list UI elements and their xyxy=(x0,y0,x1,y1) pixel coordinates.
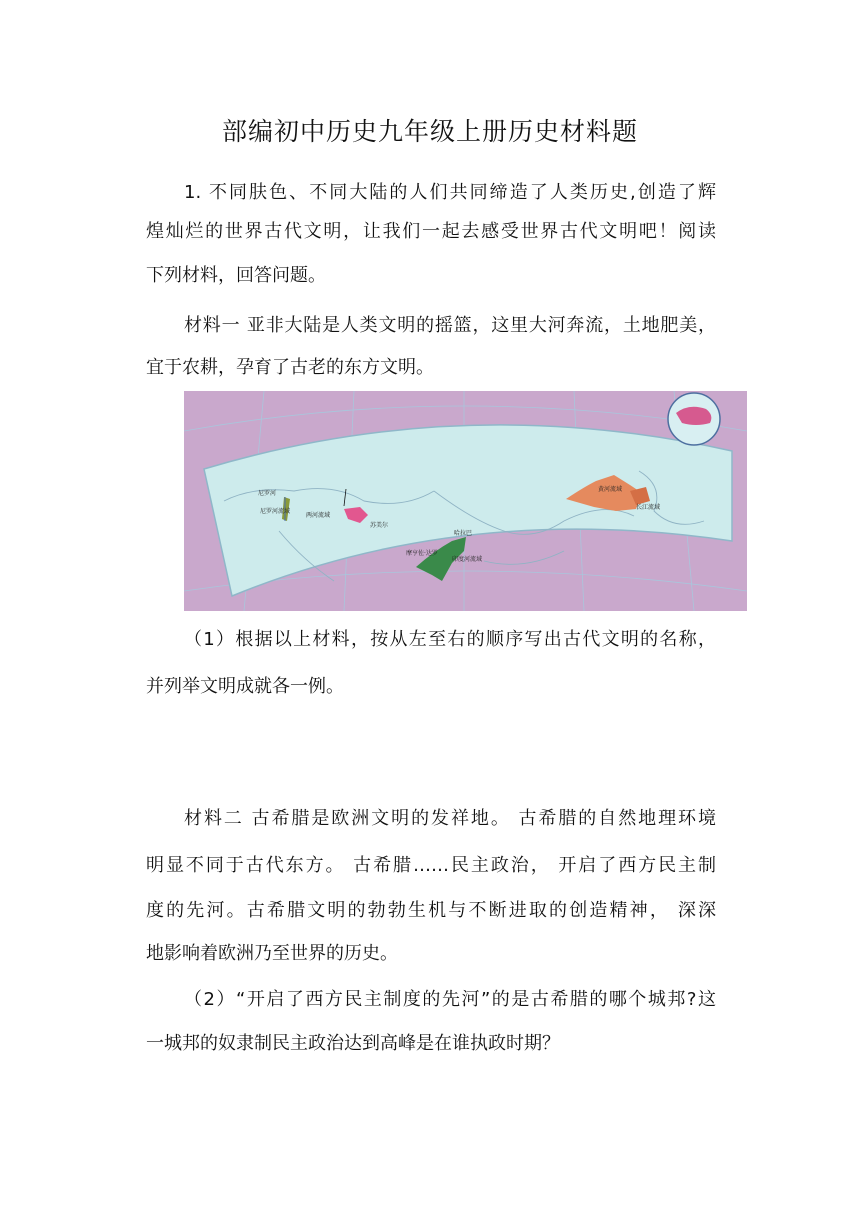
text-line: 地影响着欧洲乃至世界的历史。 xyxy=(146,943,398,964)
label-mohenjo: 摩亨佐·达罗 xyxy=(406,550,438,557)
label-yangtze: 长江流域 xyxy=(636,504,661,511)
label-sumer: 苏美尔 xyxy=(370,522,389,529)
text-line: （2）“开启了西方民主制度的先河”的是古希腊的哪个城邦?这 xyxy=(184,989,716,1010)
label-yellow-river: 黄河流域 xyxy=(598,486,623,493)
text-line: 一城邦的奴隶制民主政治达到高峰是在谁执政时期？ xyxy=(146,1033,560,1054)
text-line: 宜于农耕，孕育了古老的东方文明。 xyxy=(146,357,434,378)
ancient-civilizations-map xyxy=(184,391,747,611)
label-indus: 印度河流域 xyxy=(452,556,483,563)
page-title: 部编初中历史九年级上册历史材料题 xyxy=(221,117,638,146)
text-line: （1）根据以上材料，按从左至右的顺序写出古代文明的名称， xyxy=(184,629,716,650)
text-line: 度的先河。古希腊文明的勃勃生机与不断进取的创造精神， 深深 xyxy=(146,900,716,921)
label-nile: 尼罗河 xyxy=(258,490,277,497)
text-line: 下列材料，回答问题。 xyxy=(146,265,326,286)
text-line: 材料二 古希腊是欧洲文明的发祥地。 古希腊的自然地理环境 xyxy=(184,808,716,829)
text-line: 1. 不同肤色、不同大陆的人们共同缔造了人类历史,创造了辉 xyxy=(184,182,716,203)
label-harappa: 哈拉巴 xyxy=(454,530,473,537)
text-line: 煌灿烂的世界古代文明，让我们一起去感受世界古代文明吧！阅读 xyxy=(146,221,716,242)
label-egypt: 尼罗河流域 xyxy=(260,508,291,515)
text-line: 明显不同于古代东方。 古希腊……民主政治， 开启了西方民主制 xyxy=(146,855,716,876)
text-line: 材料一 亚非大陆是人类文明的摇篮，这里大河奔流，土地肥美， xyxy=(184,315,716,336)
label-mesopotamia: 两河流域 xyxy=(306,512,331,519)
text-line: 并列举文明成就各一例。 xyxy=(146,676,344,697)
